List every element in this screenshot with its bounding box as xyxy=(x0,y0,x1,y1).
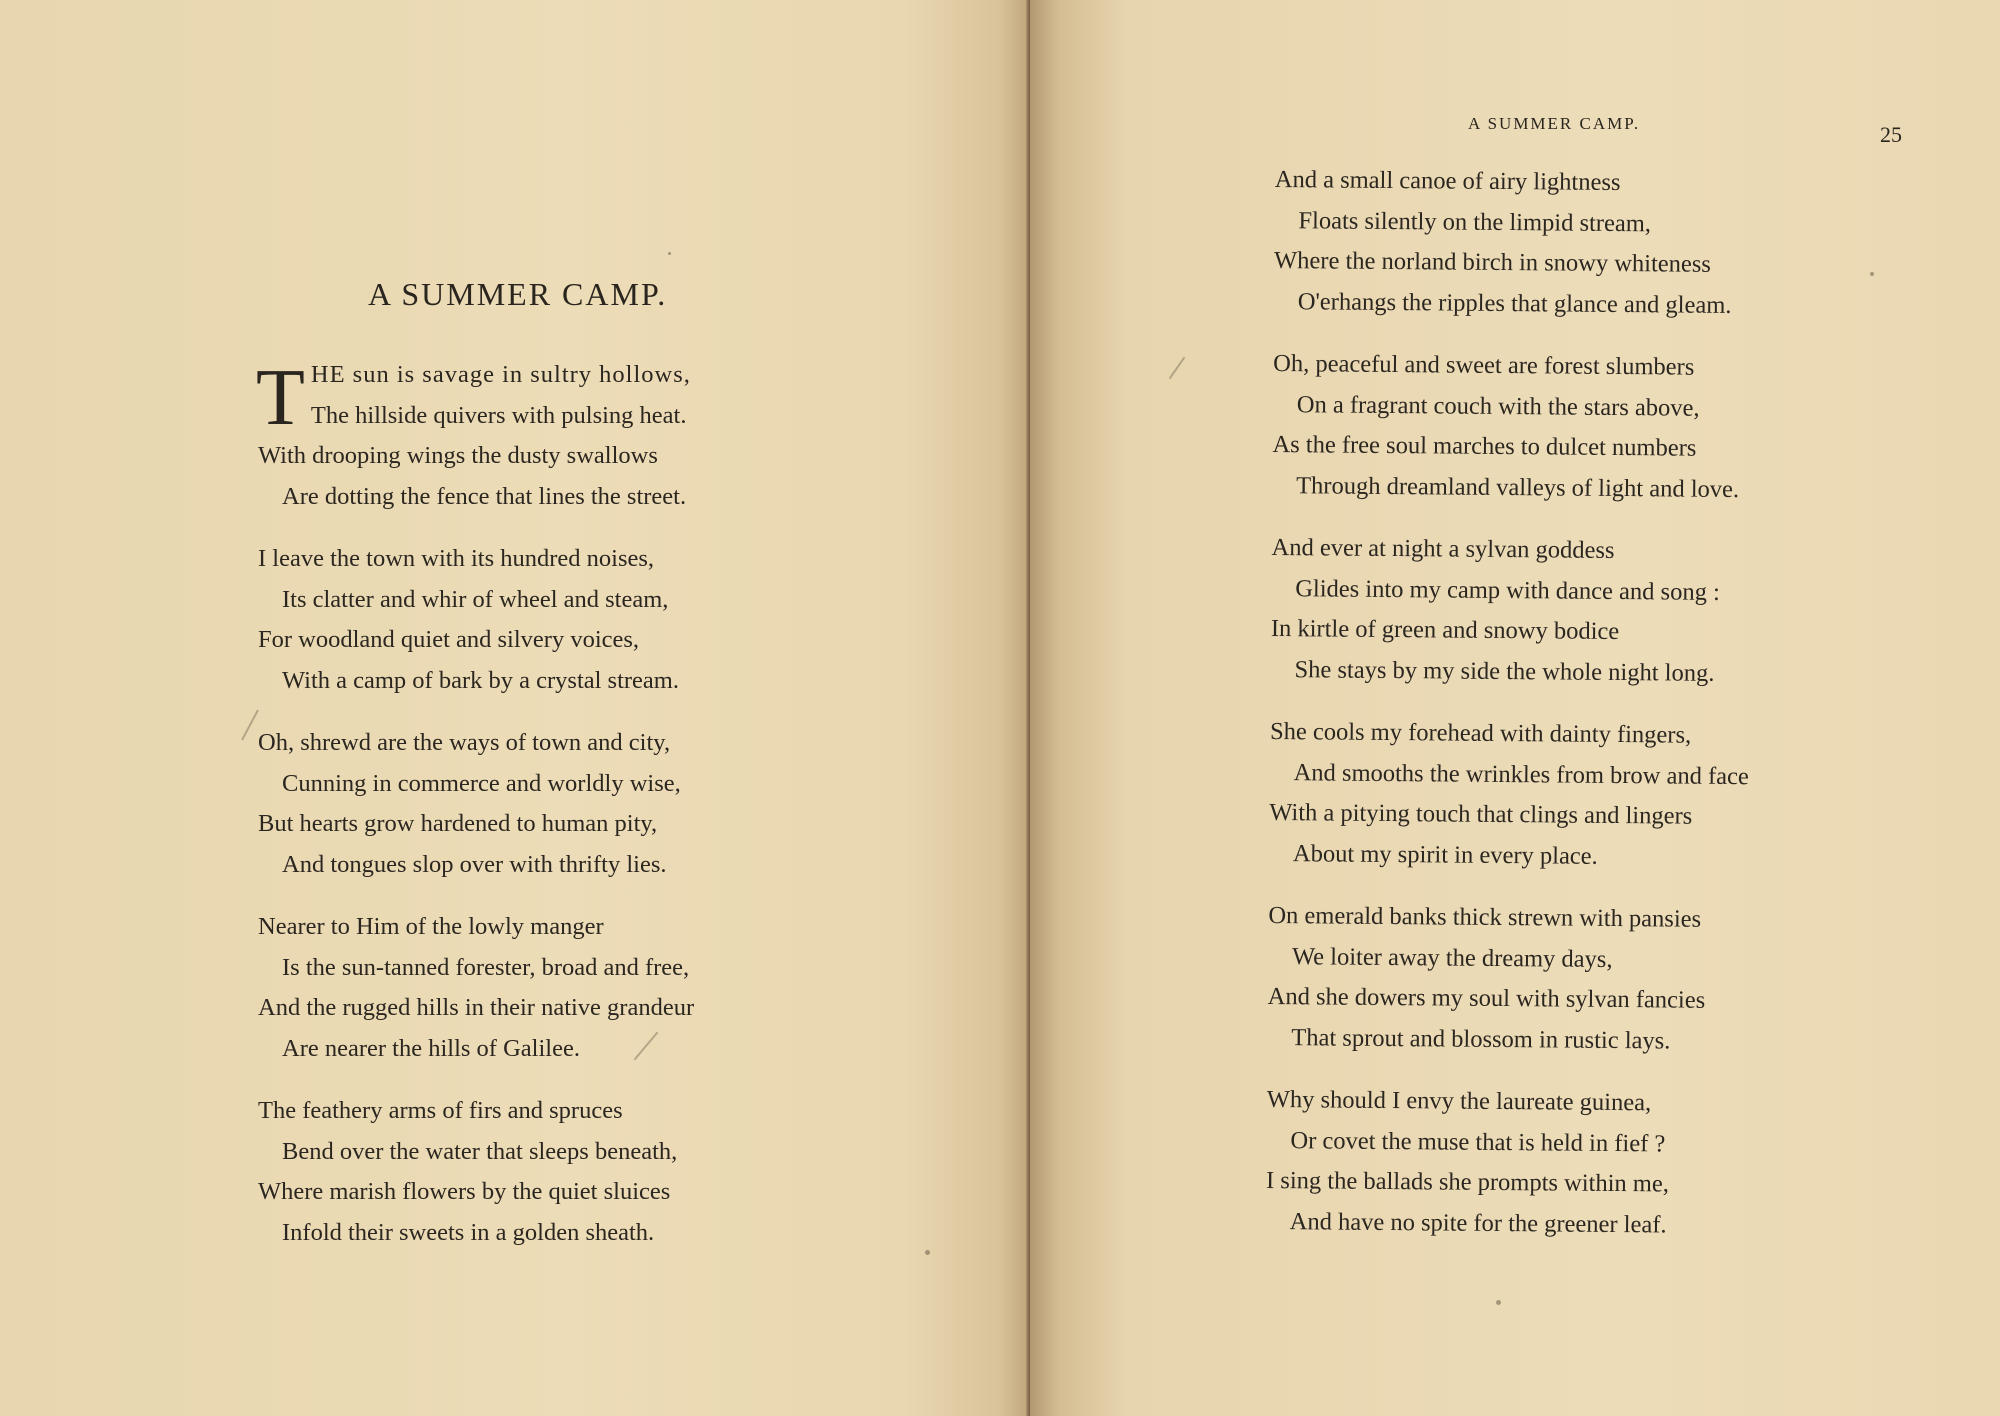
stanza xyxy=(1269,712,1850,879)
poem-line: Through dreamland valleys of light and love. xyxy=(1296,471,1740,503)
poem-line: But hearts grow hardened to human pity, xyxy=(258,810,658,837)
pencil-mark xyxy=(241,710,259,741)
poem-line: For woodland quiet and silvery voices, xyxy=(258,626,640,653)
poem-line: With drooping wings the dusty swallows xyxy=(258,442,658,469)
stanza xyxy=(258,539,818,701)
stanza xyxy=(1266,1080,1847,1247)
stanza xyxy=(1267,896,1848,1063)
right-poem xyxy=(1265,160,1855,1269)
paper-speck xyxy=(925,1250,930,1255)
stanza xyxy=(1270,528,1851,695)
poem-line: With a camp of bark by a crystal stream. xyxy=(282,666,679,694)
poem-line: And have no spite for the greener leaf. xyxy=(1289,1207,1667,1238)
stanza xyxy=(1274,160,1855,327)
poem-line: The feathery arms of firs and spruces xyxy=(258,1097,623,1124)
poem-line: I leave the town with its hundred noises, xyxy=(258,545,655,572)
poem-line: I sing the ballads she prompts within me, xyxy=(1265,1166,1670,1198)
stanza xyxy=(258,355,818,517)
poem-line: O'erhangs the ripples that glance and gleam. xyxy=(1297,287,1732,319)
stanza xyxy=(258,1091,818,1253)
stanza xyxy=(1272,344,1853,511)
poem-line: Are dotting the fence that lines the street. xyxy=(282,482,687,510)
poem-line: She cools my forehead with dainty fingers, xyxy=(1269,717,1692,749)
poem-line: Are nearer the hills of Galilee. xyxy=(282,1034,580,1062)
poem-title: A SUMMER CAMP. xyxy=(368,276,668,312)
poem-line: As the free soul marches to dulcet numbers xyxy=(1272,430,1697,462)
poem-line: Glides into my camp with dance and song : xyxy=(1295,574,1720,606)
poem-line: She stays by my side the whole night long. xyxy=(1294,655,1715,687)
poem-line: Oh, shrewd are the ways of town and city, xyxy=(258,729,671,756)
poem-line: In kirtle of green and snowy bodice xyxy=(1270,614,1620,646)
paper-speck xyxy=(668,252,671,255)
page-number: 25 xyxy=(1880,122,1902,147)
poem-line: Why should I envy the laureate guinea, xyxy=(1266,1085,1652,1117)
poem-line: Cunning in commerce and worldly wise, xyxy=(282,769,681,797)
stanza xyxy=(258,723,818,885)
poem-line: That sprout and blossom in rustic lays. xyxy=(1291,1023,1671,1054)
poem-line: Infold their sweets in a golden sheath. xyxy=(282,1218,655,1246)
poem-line: The hillside quivers with pulsing heat. xyxy=(310,401,687,429)
poem-line: And the rugged hills in their native grandeur xyxy=(258,994,695,1021)
poem-line: And a small canoe of airy lightness xyxy=(1274,165,1621,197)
stanza xyxy=(258,907,818,1069)
poem-line: And she dowers my soul with sylvan fancies xyxy=(1267,982,1706,1014)
poem-line: And smooths the wrinkles from brow and face xyxy=(1293,758,1749,790)
poem-line: With a pitying touch that clings and lingers xyxy=(1269,798,1693,830)
poem-line: Or covet the muse that is held in fief ? xyxy=(1290,1126,1666,1157)
drop-cap: T xyxy=(256,354,305,442)
poem-line: Oh, peaceful and sweet are forest slumbers xyxy=(1273,349,1695,381)
poem-line: Is the sun-tanned forester, broad and free, xyxy=(282,953,690,981)
poem-line: On a fragrant couch with the stars above, xyxy=(1296,390,1700,422)
poem-line: Nearer to Him of the lowly manger xyxy=(258,913,604,940)
poem-line: And ever at night a sylvan goddess xyxy=(1271,533,1615,564)
poem-line: HE sun is savage in sultry hollows, xyxy=(310,361,691,388)
poem-line: We loiter away the dreamy days, xyxy=(1291,942,1613,973)
poem-line: Floats silently on the limpid stream, xyxy=(1298,206,1652,237)
poem-line: Where the norland birch in snowy whiteness xyxy=(1274,246,1712,278)
poem-line: Its clatter and whir of wheel and steam, xyxy=(282,585,669,613)
poem-line: Bend over the water that sleeps beneath, xyxy=(282,1137,678,1165)
poem-line: And tongues slop over with thrifty lies. xyxy=(282,850,667,878)
paper-speck xyxy=(1496,1300,1501,1305)
running-head: A SUMMER CAMP. xyxy=(1468,114,1641,133)
poem-line: On emerald banks thick strewn with pansies xyxy=(1268,901,1702,933)
poem-line: Where marish flowers by the quiet sluices xyxy=(258,1178,671,1205)
poem-line: About my spirit in every place. xyxy=(1292,839,1598,870)
paper-speck xyxy=(1870,272,1874,276)
left-poem xyxy=(258,355,818,1275)
